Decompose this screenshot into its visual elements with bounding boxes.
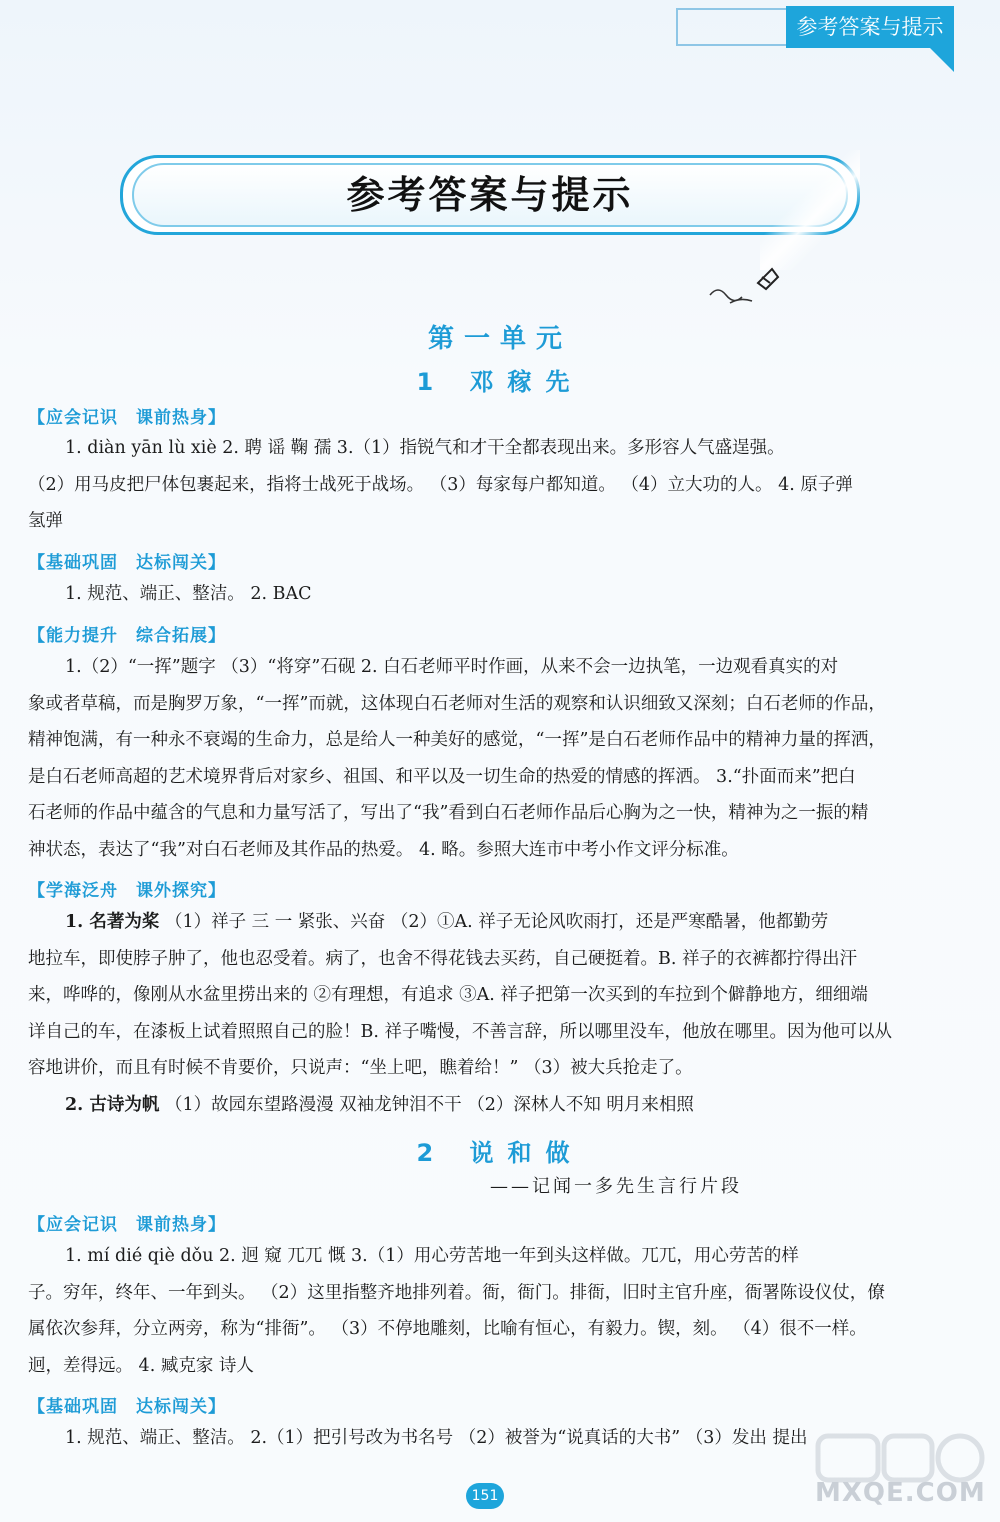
answer-line: 来，哗哗的，像刚从水盆里捞出来的 ②有理想，有追求 ③A. 祥子把第一次买到的车拉到个僻静地方，细细端 [28,985,868,1005]
answer-line: 迥，差得远。 4. 臧克家 诗人 [28,1355,254,1376]
section-label: 【应会记识 课前热身】 [28,408,226,428]
header-tab: 参考答案与提示 [786,6,954,48]
section-label: 【能力提升 综合拓展】 [28,626,226,646]
section-label: 【基础巩固 达标闯关】 [28,1397,226,1417]
item-lead: 2. 古诗为帆 [65,1094,160,1115]
answer-line: 容地讲价，而且有时候不肯要价，只说声：“坐上吧，瞧着给！” （3）被大兵抢走了。 [28,1058,693,1078]
item-lead: 1. 名著为桨 [65,912,160,932]
item-text: （1）祥子 三 一 紧张、兴奋 （2）①A. 祥子无论风吹雨打，还是严寒酷暑，他都勤劳 [159,912,829,932]
answer-line: 氢弹 [28,511,63,531]
lesson-2-title: 2 说和做 [416,1139,584,1167]
answer-line: 详自己的车，在漆板上试着照照自己的脸！B. 祥子嘴慢，不善言辞，所以哪里没车，他放在哪里。因为他可以从 [28,1021,892,1042]
answer-line: 属依次参拜，分立两旁，称为“排衙”。 （3）不停地雕刻，比喻有恒心，有毅力。锲，刻。 （4）很不一样。 [28,1319,867,1339]
page-number: 151 [466,1483,504,1509]
answer-line: 子。穷年，终年、一年到头。 （2）这里指整齐地排列着。衙，衙门。排衙，旧时主官升座，衙署陈设仪仗，僚 [28,1282,885,1303]
handwritten-mark-icon [700,255,790,315]
lesson-2-subtitle: ——记闻一多先生言行片段 [490,1176,742,1197]
answer-line: 1.（2）“一挥”题字 （3）“将穿”石砚 2. 白石老师平时作画，从来不会一边执笔，一边观看真实的对 [65,657,839,677]
unit-title: 第一单元 [427,324,572,354]
header-tab-corner [930,48,954,72]
answer-line [28,1087,974,1124]
answer-line: 神状态，表达了“我”对白石老师及其作品的热爱。 4. 略。参照大连市中考小作文评分标准。 [28,839,739,860]
answer-paragraph [28,649,974,868]
answer-paragraph [28,1238,974,1384]
section-label: 【学海泛舟 课外探究】 [28,881,226,901]
answer-line: 象或者草稿，而是胸罗万象，“一挥”而就，这体现白石老师对生活的观察和认识细致又深刻；白石老师的作品， [28,693,886,714]
answer-line: 1. mí dié qiè dǒu 2. 迥 窥 兀兀 慨 3.（1）用心劳苦地一年到头这样做。兀兀，用心劳苦的样 [65,1246,799,1266]
answer-line: 1. diàn yān lù xiè 2. 聘 谣 鞠 孺 3.（1）指锐气和才干全都表现出来。多形容人气盛逞强。 [65,438,785,458]
answer-line: （2）用马皮把尸体包裹起来，指将士战死于战场。 （3）每家每户都知道。 （4）立大功的人。 4. 原子弹 [28,474,853,495]
answer-paragraph [28,430,974,540]
answer-line: 1. 规范、端正、整洁。 2.（1）把引号改为书名号 （2）被誉为“说真话的大书” （3）发出 提出 [65,1428,808,1448]
answer-paragraph [28,904,974,1123]
answer-line: 地拉车，即使脖子肿了，他也忍受着。病了，也舍不得花钱去买药，自己硬挺着。B. 祥子的衣裤都拧得出汗 [28,948,857,969]
answer-line: 1. 规范、端正、整洁。 2. BAC [65,584,312,604]
watermark-text: MXQE.COM [815,1478,986,1508]
answer-line: 精神饱满，有一种永不衰竭的生命力，总是给人一种美好的感觉，“一挥”是白石老师作品中的精神力量的挥洒， [28,730,886,750]
lesson-1-title: 1 邓稼先 [416,368,584,396]
section-label: 【应会记识 课前热身】 [28,1215,226,1235]
answer-line: 石老师的作品中蕴含的气息和力量写活了，写出了“我”看到白石老师作品后心胸为之一快，精神为之一振的精 [28,803,869,823]
answer-paragraph [28,576,974,613]
header-tab-outline [676,8,786,46]
item-text: （1）故园东望路漫漫 双袖龙钟泪不干 （2）深林人不知 明月来相照 [159,1094,694,1115]
page-title: 参考答案与提示 [346,172,634,217]
answer-line: 是白石老师高超的艺术境界背后对家乡、祖国、和平以及一切生命的热爱的情感的挥洒。 3.“扑面而来”把白 [28,766,856,787]
section-label: 【基础巩固 达标闯关】 [28,553,226,573]
answer-line [28,904,974,941]
